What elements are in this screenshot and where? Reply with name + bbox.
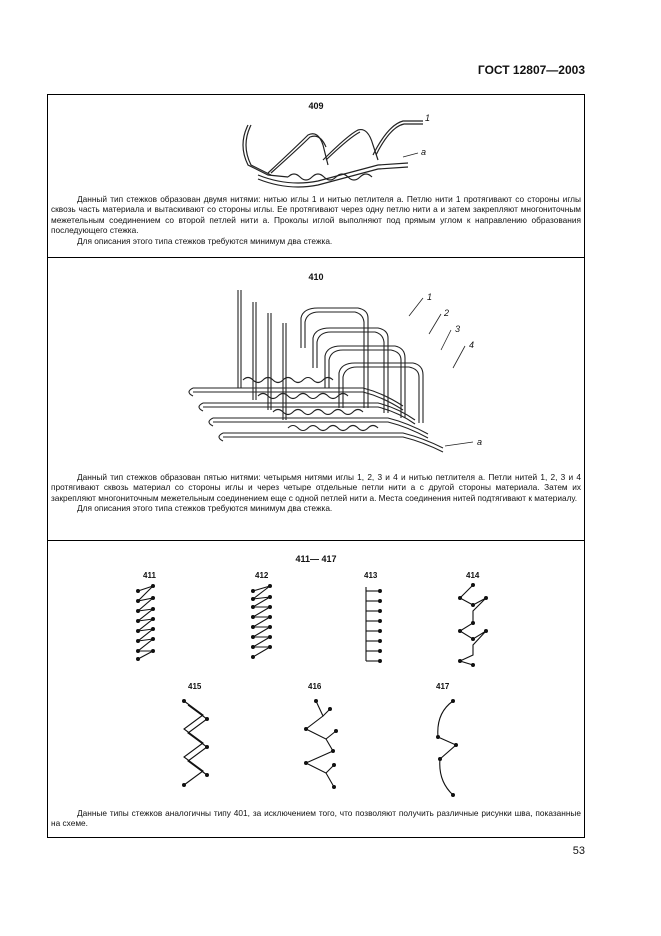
label-410-2: 2 xyxy=(444,308,450,318)
pattern-415 xyxy=(182,682,209,787)
pattern-416 xyxy=(304,682,338,789)
pattern-label-414: 414 xyxy=(466,571,480,580)
section-409 xyxy=(48,95,584,257)
section-411-417-paragraph-1: Данные типы стежков аналогичны типу 401, за исключением того, что позволяют получить различные рисунки шва, показанные на схеме. xyxy=(51,808,581,829)
section-410-paragraph-1: Данный тип стежков образован пятью нитями: четырьмя нитями иглы 1, 2, 3 и 4 и нитью петлителя a. Петли нитей 1, 2, 3 и 4 протягивают сквозь материал со стороны иглы и через четыре отдельные петли нити a с другой стороны материала. Затем их закрепляют многониточным межетельным соединением еще с одной петлей нити a. Места соединения нитей подтягивают к материалу. xyxy=(51,472,581,503)
pattern-label-412: 412 xyxy=(255,571,269,580)
section-409-paragraph-2: Для описания этого типа стежков требуются минимум два стежка. xyxy=(77,235,333,246)
section-410-paragraph-2: Для описания этого типа стежков требуются минимум два стежка. xyxy=(77,503,333,514)
page-number: 53 xyxy=(572,845,585,857)
section-411-417 xyxy=(48,540,584,837)
pattern-label-413: 413 xyxy=(364,571,378,580)
stitch-code-410: 410 xyxy=(308,272,324,282)
stitch-411-417-patterns xyxy=(48,541,584,838)
pattern-label-417: 417 xyxy=(436,682,450,691)
pattern-label-411: 411 xyxy=(143,571,156,580)
pattern-label-416: 416 xyxy=(308,682,322,691)
section-410-text xyxy=(51,472,581,514)
label-410-4: 4 xyxy=(469,340,475,350)
stitch-409-diagram xyxy=(228,113,431,195)
label-409-a: a xyxy=(421,147,427,157)
label-410-a: a xyxy=(477,437,483,447)
section-410 xyxy=(48,257,584,540)
pattern-label-415: 415 xyxy=(188,682,202,691)
stitch-code-411-417: 411— 417 xyxy=(295,554,337,564)
pattern-414 xyxy=(458,571,488,667)
label-410-3: 3 xyxy=(455,324,461,334)
stitch-410-diagram xyxy=(183,288,483,463)
pattern-412 xyxy=(251,571,272,659)
stitch-code-409: 409 xyxy=(308,101,324,111)
pattern-413 xyxy=(364,571,382,663)
label-409-1: 1 xyxy=(425,113,431,123)
stitch-table xyxy=(47,94,585,838)
section-411-417-text xyxy=(51,808,581,829)
section-409-text xyxy=(51,194,581,246)
pattern-417 xyxy=(436,682,458,797)
label-410-1: 1 xyxy=(427,292,433,302)
section-409-paragraph-1: Данный тип стежков образован двумя нитями: нитью иглы 1 и нитью петлителя a. Петлю нити 1 протягивают со стороны иглы сквозь часть материала и вытаскивают со стороны иглы. Ее протягивают через одну петлю нити a и затем закрепляют многониточным межетельным соединением со второй петлей нити a. Проколы иглой выполняют под прямым углом к направлению образования последующего стежка. xyxy=(51,194,581,236)
standard-header: ГОСТ 12807—2003 xyxy=(477,63,585,77)
pattern-411 xyxy=(136,571,156,661)
